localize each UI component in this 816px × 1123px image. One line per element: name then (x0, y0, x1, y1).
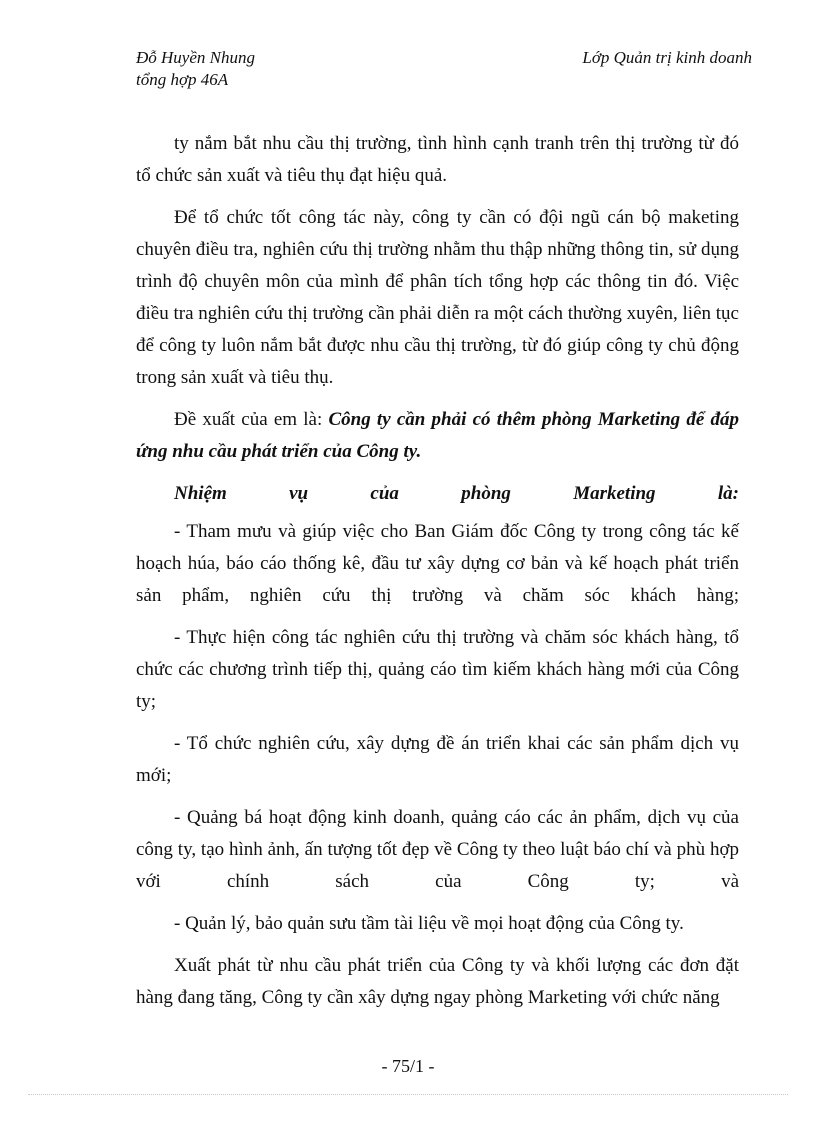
bottom-divider (28, 1094, 788, 1095)
header-author (136, 47, 255, 91)
bullet-5: - Quản lý, bảo quản sưu tầm tài liệu về mọi hoạt động của Công ty. (174, 913, 684, 934)
bullet-4: - Quảng bá hoạt động kinh doanh, quảng cáo các ản phẩm, dịch vụ của công ty, tạo hình ảnh, ấn tượng tốt đẹp về Công ty theo luật báo chí và phù hợp với chính sách của Công ty; và (136, 807, 739, 892)
bullet-2: - Thực hiện công tác nghiên cứu thị trường và chăm sóc khách hàng, tổ chức các chương trình tiếp thị, quảng cáo tìm kiếm khách hàng mới của Công ty; (136, 627, 739, 712)
bullet-3: - Tổ chức nghiên cứu, xây dựng đề án triển khai các sản phẩm dịch vụ mới; (136, 733, 739, 786)
page-number: - 75/1 - (381, 1056, 435, 1076)
header-author-class: tổng hợp 46A (136, 70, 229, 89)
section-heading: Nhiệm vụ của phòng Marketing là: (174, 483, 739, 504)
bullet-1: - Tham mưu và giúp việc cho Ban Giám đốc Công ty trong công tác kế hoạch húa, báo cáo thống kê, đầu tư xây dựng cơ bản và kế hoạch phát triển sản phẩm, nghiên cứu thị trường và chăm sóc khách hàng; (136, 521, 739, 606)
paragraph-proposal (136, 404, 739, 468)
paragraph-4: Xuất phát từ nhu cầu phát triển của Công ty và khối lượng các đơn đặt hàng đang tăng, Công ty cần xây dựng ngay phòng Marketing với chức năng (136, 955, 739, 1008)
proposal-prefix: Đề xuất của em là: (174, 409, 329, 430)
paragraph-2: Để tổ chức tốt công tác này, công ty cần có đội ngũ cán bộ maketing chuyên điều tra, nghiên cứu thị trường nhằm thu thập những thông tin, sử dụng trình độ chuyên môn của mình để phân tích tổng hợp các thông tin đó. Việc điều tra nghiên cứu thị trường cần phải diễn ra một cách thường xuyên, liên tục để công ty luôn nắm bắt được nhu cầu thị trường, từ đó giúp công ty chủ động trong sản xuất và tiêu thụ. (136, 207, 739, 388)
header-class-name: Lớp Quản trị kinh doanh (582, 48, 752, 67)
proposal-emphasis: Công ty cần phải có thêm phòng Marketing để đáp ứng nhu cầu phát triển của Công ty. (136, 409, 740, 462)
paragraph-1: ty nắm bắt nhu cầu thị trường, tình hình cạnh tranh trên thị trường từ đó tổ chức sản xuất và tiêu thụ đạt hiệu quả. (136, 133, 739, 186)
header-author-name: Đỗ Huyền Nhung (136, 48, 255, 67)
document-body (136, 128, 739, 1024)
